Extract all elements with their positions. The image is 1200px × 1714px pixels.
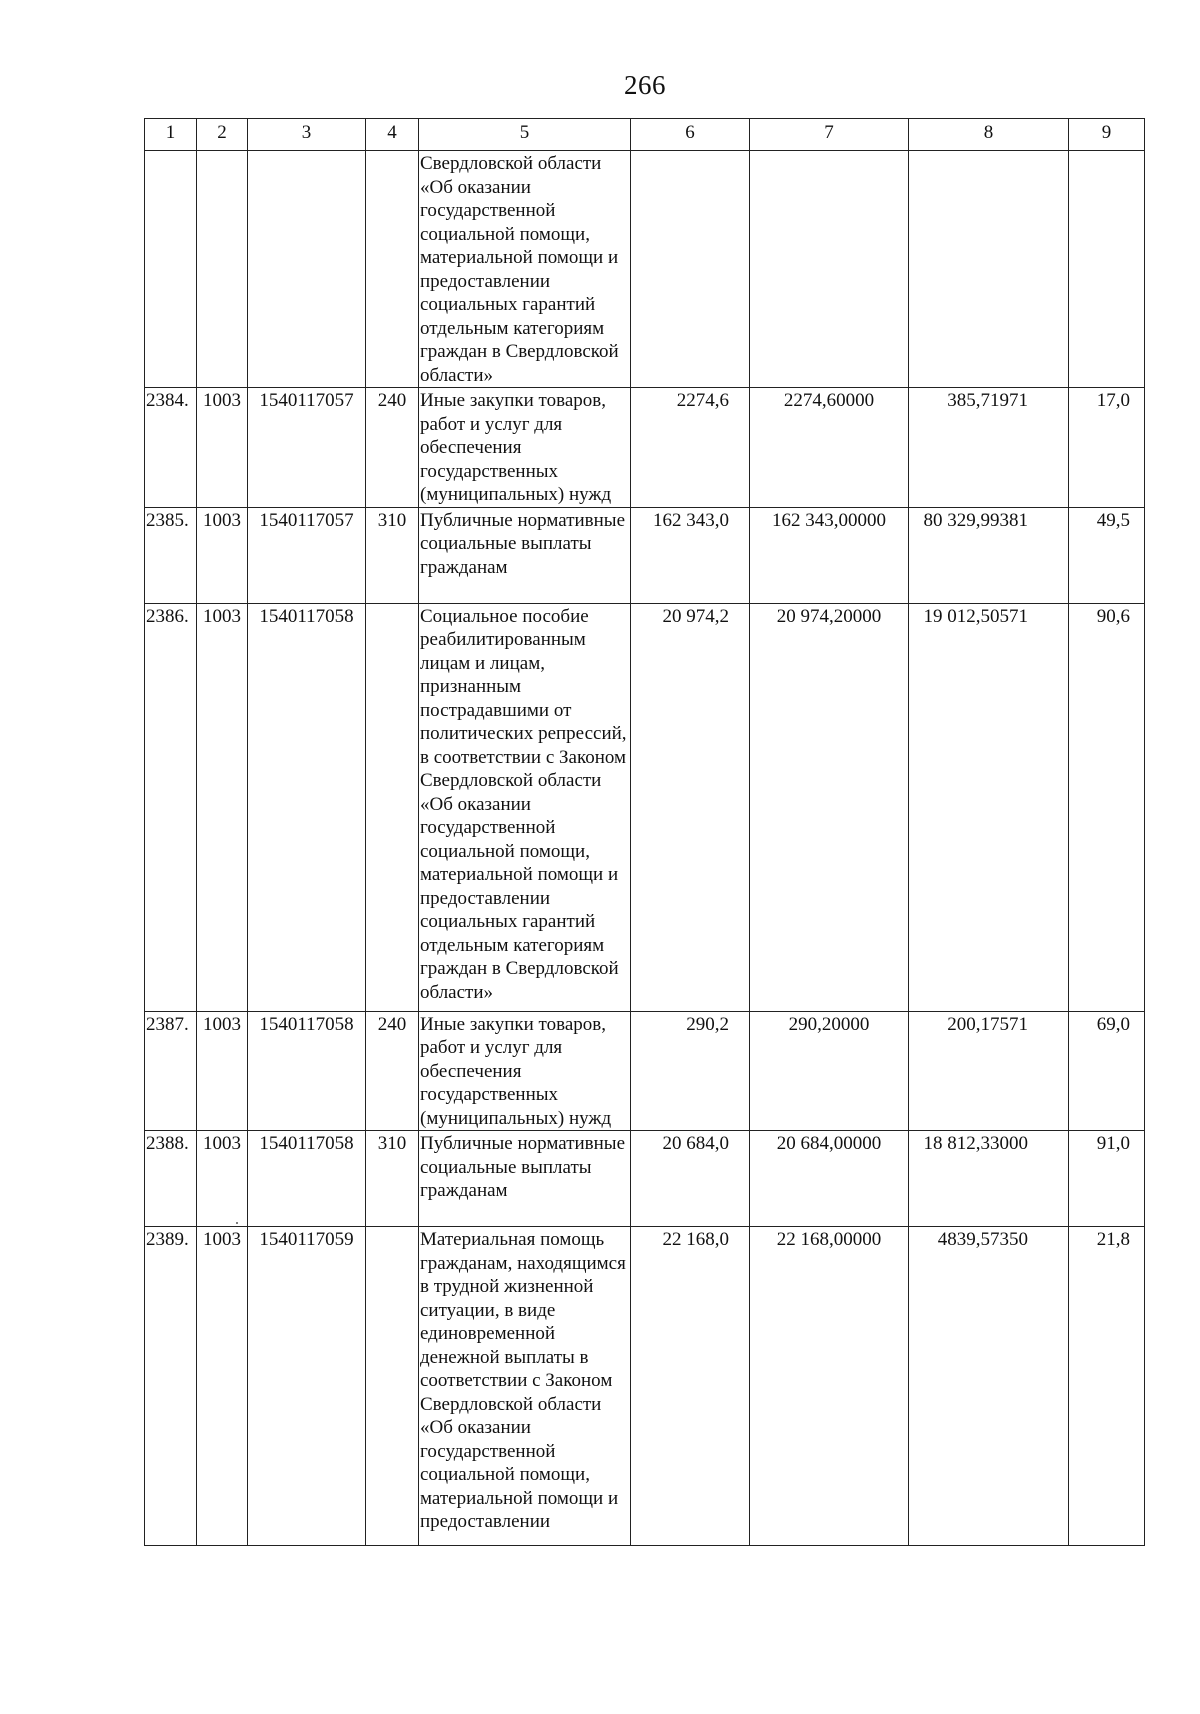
amount-cell: 162 343,0 [631, 507, 750, 603]
header-cell-2: 2 [197, 119, 248, 151]
section-code-cell [197, 151, 248, 388]
header-row [145, 119, 1145, 151]
table-row-2389 [145, 1227, 1145, 1546]
amount-detailed-cell: 290,20000 [750, 1011, 909, 1131]
target-article-cell [248, 151, 366, 388]
executed-amount-cell: 4839,57350 [909, 1227, 1069, 1546]
executed-amount-cell: 200,17571 [909, 1011, 1069, 1131]
target-article-cell: 1540117058 [248, 1131, 366, 1227]
section-code-cell: 1003 [197, 388, 248, 508]
percent-cell: 91,0 [1069, 1131, 1145, 1227]
executed-amount-cell: 385,71971 [909, 388, 1069, 508]
row-number-cell: 2384. [145, 388, 197, 508]
target-article-cell: 1540117057 [248, 388, 366, 508]
amount-cell: 22 168,0 [631, 1227, 750, 1546]
expense-type-cell [366, 1227, 419, 1546]
header-cell-7: 7 [750, 119, 909, 151]
description-cell: Публичные нормативные социальные выплаты гражданам [419, 507, 631, 603]
amount-detailed-cell: 20 684,00000 [750, 1131, 909, 1227]
expense-type-cell: 310 [366, 1131, 419, 1227]
row-number-cell: 2385. [145, 507, 197, 603]
expense-type-cell [366, 151, 419, 388]
expense-type-cell: 240 [366, 388, 419, 508]
expense-type-cell [366, 603, 419, 1011]
amount-detailed-cell: 20 974,20000 [750, 603, 909, 1011]
percent-cell: 21,8 [1069, 1227, 1145, 1546]
scan-artifact-dot [236, 1222, 238, 1224]
header-cell-6: 6 [631, 119, 750, 151]
section-code-cell: 1003 [197, 603, 248, 1011]
header-cell-4: 4 [366, 119, 419, 151]
description-cell: Иные закупки товаров, работ и услуг для обеспечения государственных (муниципальных) нужд [419, 1011, 631, 1131]
amount-detailed-cell: 2274,60000 [750, 388, 909, 508]
section-code-cell: 1003 [197, 1131, 248, 1227]
row-number-cell: 2389. [145, 1227, 197, 1546]
amount-detailed-cell: 22 168,00000 [750, 1227, 909, 1546]
section-code-cell: 1003 [197, 1227, 248, 1546]
expense-type-cell: 240 [366, 1011, 419, 1131]
percent-cell: 90,6 [1069, 603, 1145, 1011]
amount-detailed-cell [750, 151, 909, 388]
row-number-cell: 2387. [145, 1011, 197, 1131]
target-article-cell: 1540117057 [248, 507, 366, 603]
percent-cell: 49,5 [1069, 507, 1145, 603]
description-cell: Свердловской области «Об оказании государственной социальной помощи, материальной помощи и предоставлении социальных гарантий отдельным категориям граждан в Свердловской области» [419, 151, 631, 388]
header-cell-5: 5 [419, 119, 631, 151]
table-row-2388 [145, 1131, 1145, 1227]
header-cell-9: 9 [1069, 119, 1145, 151]
header-cell-1: 1 [145, 119, 197, 151]
section-code-cell: 1003 [197, 1011, 248, 1131]
description-cell: Публичные нормативные социальные выплаты гражданам [419, 1131, 631, 1227]
row-number-cell: 2386. [145, 603, 197, 1011]
target-article-cell: 1540117058 [248, 603, 366, 1011]
header-cell-8: 8 [909, 119, 1069, 151]
amount-cell: 290,2 [631, 1011, 750, 1131]
percent-cell: 17,0 [1069, 388, 1145, 508]
executed-amount-cell: 80 329,99381 [909, 507, 1069, 603]
header-cell-3: 3 [248, 119, 366, 151]
table-body [145, 151, 1145, 1546]
table-row-2385 [145, 507, 1145, 603]
table-row-2386 [145, 603, 1145, 1011]
amount-cell: 2274,6 [631, 388, 750, 508]
budget-table [144, 118, 1145, 1546]
description-cell: Материальная помощь гражданам, находящимся в трудной жизненной ситуации, в виде единовременной денежной выплаты в соответствии с Законом Свердловской области «Об оказании государственной социальной помощи, материальной помощи и предоставлении [419, 1227, 631, 1546]
percent-cell [1069, 151, 1145, 388]
amount-cell [631, 151, 750, 388]
percent-cell: 69,0 [1069, 1011, 1145, 1131]
executed-amount-cell [909, 151, 1069, 388]
executed-amount-cell: 19 012,50571 [909, 603, 1069, 1011]
target-article-cell: 1540117058 [248, 1011, 366, 1131]
row-number-cell [145, 151, 197, 388]
table-row-2384 [145, 388, 1145, 508]
amount-cell: 20 684,0 [631, 1131, 750, 1227]
page-number: 266 [624, 70, 666, 100]
table-header [145, 119, 1145, 151]
description-cell: Иные закупки товаров, работ и услуг для обеспечения государственных (муниципальных) нужд [419, 388, 631, 508]
description-cell: Социальное пособие реабилитированным лицам и лицам, признанным пострадавшими от политических репрессий, в соответствии с Законом Свердловской области «Об оказании государственной социальной помощи, материальной помощи и предоставлении социальных гарантий отдельным категориям граждан в Свердловской области» [419, 603, 631, 1011]
executed-amount-cell: 18 812,33000 [909, 1131, 1069, 1227]
section-code-cell: 1003 [197, 507, 248, 603]
row-number-cell: 2388. [145, 1131, 197, 1227]
amount-detailed-cell: 162 343,00000 [750, 507, 909, 603]
target-article-cell: 1540117059 [248, 1227, 366, 1546]
table-row-2387 [145, 1011, 1145, 1131]
expense-type-cell: 310 [366, 507, 419, 603]
table-row-continuation [145, 151, 1145, 388]
amount-cell: 20 974,2 [631, 603, 750, 1011]
